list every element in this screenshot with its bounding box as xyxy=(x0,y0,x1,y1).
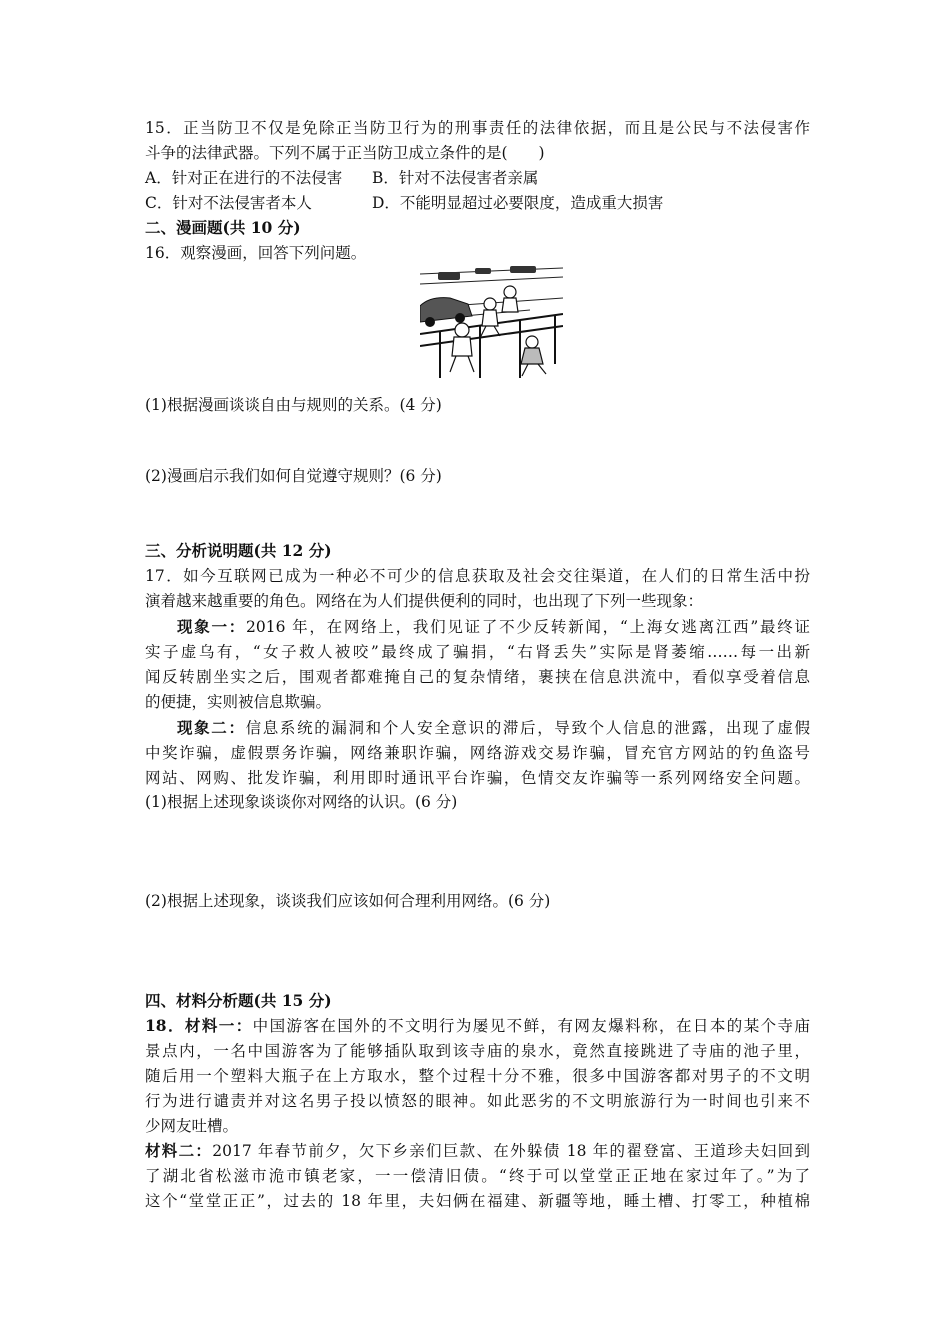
q17-stem-line-1: 17．如今互联网已成为一种必不可少的信息获取及社会交往渠道，在人们的日常生活中扮 xyxy=(145,567,810,585)
material-2-label: 材料二： xyxy=(145,1141,213,1160)
phenomenon-2-label: 现象二： xyxy=(177,718,246,737)
q16-sub-question-1: (1)根据漫画谈谈自由与规则的关系。(4 分) xyxy=(145,396,442,414)
q15-option-d: D．不能明显超过必要限度，造成重大损害 xyxy=(372,194,664,212)
q17-stem-line-2: 演着越来越重要的角色。网络在为人们提供便利的同时，也出现了下列一些现象： xyxy=(145,592,704,610)
q17-sub-question-2: (2)根据上述现象，谈谈我们应该如何合理利用网络。(6 分) xyxy=(145,892,551,910)
q15-option-c: C．针对不法侵害者本人 xyxy=(145,194,312,212)
q17-phenomenon-2-line-3: 网站、网购、批发诈骗，利用即时通讯平台诈骗，色情交友诈骗等一系列网络安全问题。 xyxy=(145,769,810,787)
q18-material-2-line-3: 这个“堂堂正正”，过去的 18 年里，夫妇俩在福建、新疆等地，睡土槽、打零工，种植棉 xyxy=(145,1192,810,1210)
q18-material-2-line-2: 了湖北省松滋市洈市镇老家，一一偿清旧债。“终于可以堂堂正正地在家过年了。”为了 xyxy=(145,1167,810,1185)
q18-material-1-line-5: 少网友吐槽。 xyxy=(145,1117,239,1135)
q15-stem-line-1: 15．正当防卫不仅是免除正当防卫行为的刑事责任的法律依据，而且是公民与不法侵害作 xyxy=(145,119,810,137)
q17-phenomenon-1-line-1: 现象一：2016 年，在网络上，我们见证了不少反转新闻，“上海女逃离江西”最终证 xyxy=(177,617,810,636)
q15-option-a: A．针对正在进行的不法侵害 xyxy=(145,169,343,187)
q17-phenomenon-2-line-2: 中奖诈骗，虚假票务诈骗，网络兼职诈骗，网络游戏交易诈骗，冒充官方网站的钓鱼盗号 xyxy=(145,744,810,762)
q17-sub-question-1: (1)根据上述现象谈谈你对网络的认识。(6 分) xyxy=(145,793,458,811)
q17-phenomenon-1-line-2: 实子虚乌有，“女子救人被咬”最终成了骗捐，“右肾丢失”实际是肾萎缩……每一出新 xyxy=(145,643,810,661)
phenomenon-1-label: 现象一： xyxy=(177,617,247,636)
cartoon-image xyxy=(420,264,563,378)
q18-material-1-line-3: 随后用一个塑料大瓶子在上方取水，整个过程十分不雅，很多中国游客都对男子的不文明 xyxy=(145,1067,810,1085)
q18-material-1-line-4: 行为进行谴责并对这名男子投以愤怒的眼神。如此恶劣的不文明旅游行为一时间也引来不 xyxy=(145,1092,810,1110)
q17-phenomenon-2-line-1: 现象二：信息系统的漏洞和个人安全意识的滞后，导致个人信息的泄露，出现了虚假 xyxy=(177,718,810,737)
q15-option-b: B．针对不法侵害者亲属 xyxy=(372,169,539,187)
q16-stem: 16．观察漫画，回答下列问题。 xyxy=(145,244,367,262)
section-4-title: 四、材料分析题(共 15 分) xyxy=(145,991,332,1010)
q18-material-1-line-1: 18．材料一：中国游客在国外的不文明行为屡见不鲜，有网友爆料称，在日本的某个寺庙 xyxy=(145,1016,810,1035)
q18-material-2-line-1: 材料二：2017 年春节前夕，欠下乡亲们巨款、在外躲债 18 年的翟登富、王道珍夫妇回到 xyxy=(145,1141,810,1160)
section-3-title: 三、分析说明题(共 12 分) xyxy=(145,541,332,560)
material-1-label: 18．材料一： xyxy=(145,1016,253,1035)
q15-stem-line-2: 斗争的法律武器。下列不属于正当防卫成立条件的是( ) xyxy=(145,144,545,162)
q18-material-1-line-2: 景点内，一名中国游客为了能够插队取到该寺庙的泉水，竟然直接跳进了寺庙的池子里， xyxy=(145,1042,810,1060)
q17-phenomenon-1-line-3: 闻反转剧坐实之后，围观者都难掩自己的复杂情绪，裹挟在信息洪流中，看似享受着信息 xyxy=(145,668,810,686)
q16-sub-question-2: (2)漫画启示我们如何自觉遵守规则？(6 分) xyxy=(145,467,442,485)
section-2-title: 二、漫画题(共 10 分) xyxy=(145,218,301,237)
q17-phenomenon-1-line-4: 的便捷，实则被信息欺骗。 xyxy=(145,693,332,711)
